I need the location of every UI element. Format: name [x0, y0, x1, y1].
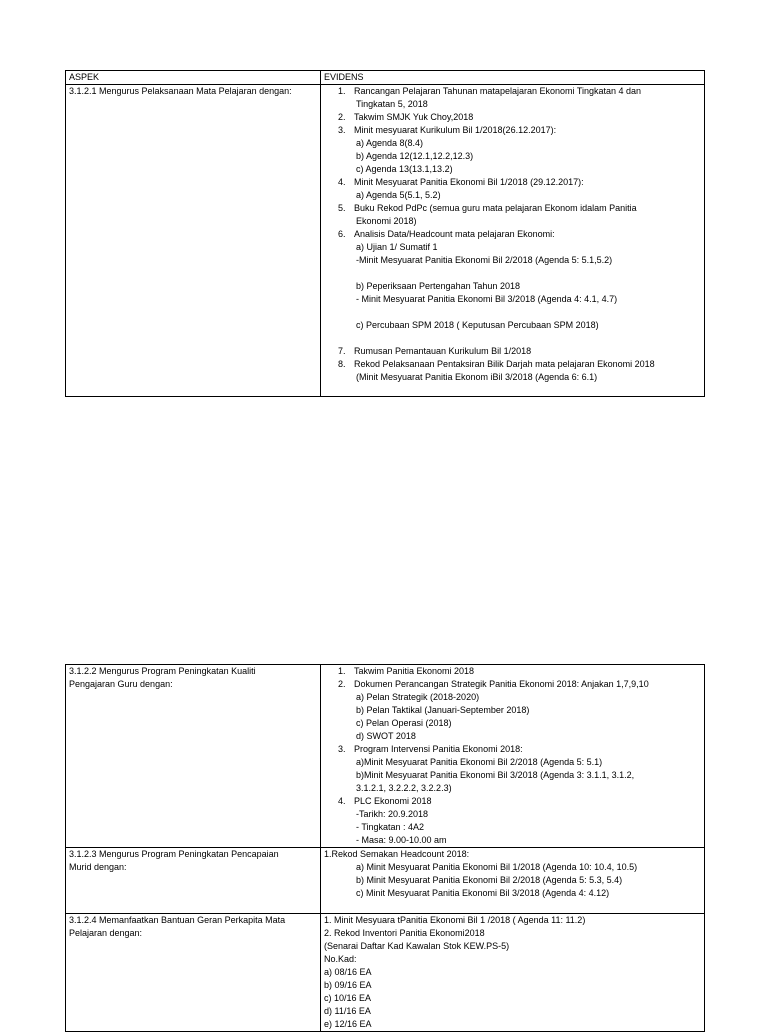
- evidens-sub: b) Minit Mesyuarat Panitia Ekonomi Bil 2/2018 (Agenda 5: 5.3, 5.4): [356, 875, 623, 885]
- item-sub: b) Agenda 12(12.1,12.2,12.3): [356, 151, 474, 161]
- item-sub: c) Pelan Operasi (2018): [356, 718, 452, 728]
- item-text: Takwim SMJK Yuk Choy,2018: [354, 112, 474, 122]
- item-text-cont: (Minit Mesyuarat Panitia Ekonom iBil 3/2018 (Agenda 6: 6.1): [356, 372, 598, 382]
- item-text: Buku Rekod PdPc (semua guru mata pelajaran Ekonom idalam Panitia: [354, 203, 637, 213]
- item-text: PLC Ekonomi 2018: [354, 796, 432, 806]
- item-text: Minit mesyuarat Kurikulum Bil 1/2018(26.12.2017):: [354, 125, 557, 135]
- item-sub: -Tarikh: 20.9.2018: [356, 809, 429, 819]
- item-sub: 3.1.2.1, 3.2.2.2, 3.2.2.3): [356, 783, 452, 793]
- aspek-line: Murid dengan:: [69, 862, 127, 872]
- item-text: Minit Mesyuarat Panitia Ekonomi Bil 1/2018 (29.12.2017):: [354, 177, 584, 187]
- aspek-line: 3.1.2.2 Mengurus Program Peningkatan Kualiti: [69, 666, 256, 676]
- evidens-item: [324, 124, 701, 137]
- evidens-item: [324, 202, 701, 215]
- item-number: 3.: [338, 125, 346, 135]
- evidens-item: [324, 743, 701, 756]
- aspek-line: 3.1.2.4 Memanfaatkan Bantuan Geran Perkapita Mata: [69, 915, 286, 925]
- evidens-item: [324, 228, 701, 241]
- evidens-line: (Senarai Daftar Kad Kawalan Stok KEW.PS-5): [324, 941, 510, 951]
- item-number: 4.: [338, 796, 346, 806]
- evidens-list: [324, 85, 701, 384]
- aspek-line: Pengajaran Guru dengan:: [69, 679, 173, 689]
- aspek-cell: [66, 665, 321, 848]
- table-row: [66, 665, 705, 848]
- item-sub: a) Ujian 1/ Sumatif 1: [356, 242, 438, 252]
- evidens-line: d) 11/16 EA: [324, 1006, 371, 1016]
- evidens-line: b) 09/16 EA: [324, 980, 372, 990]
- item-text: Analisis Data/Headcount mata pelajaran Ekonomi:: [354, 229, 555, 239]
- item-sub: b) Pelan Taktikal (Januari-September 2018): [356, 705, 530, 715]
- table-row: [66, 85, 705, 397]
- evidens-line: e) 12/16 EA: [324, 1019, 372, 1029]
- item-sub: a) Agenda 8(8.4): [356, 138, 424, 148]
- item-number: 2.: [338, 679, 346, 689]
- evidens-item: [324, 678, 701, 691]
- table-row: [66, 848, 705, 914]
- item-sub: c) Percubaan SPM 2018 ( Keputusan Percubaan SPM 2018): [356, 320, 599, 330]
- evidence-table-2: [65, 664, 705, 1032]
- header-aspek: ASPEK: [66, 71, 321, 85]
- item-sub: b)Minit Mesyuarat Panitia Ekonomi Bil 3/2018 (Agenda 3: 3.1.1, 3.1.2,: [356, 770, 635, 780]
- item-text: Dokumen Perancangan Strategik Panitia Ekonomi 2018: Anjakan 1,7,9,10: [354, 679, 649, 689]
- evidence-table-1: [65, 70, 705, 397]
- item-number: 2.: [338, 112, 346, 122]
- item-text: Rekod Pelaksanaan Pentaksiran Bilik Darjah mata pelajaran Ekonomi 2018: [354, 359, 655, 369]
- item-number: 1.: [338, 86, 346, 96]
- evidens-line: No.Kad:: [324, 954, 357, 964]
- item-text: Program Intervensi Panitia Ekonomi 2018:: [354, 744, 523, 754]
- item-sub: [324, 306, 701, 319]
- header-evidens: EVIDENS: [321, 71, 705, 85]
- evidens-sub: c) Minit Mesyuarat Panitia Ekonomi Bil 3/2018 (Agenda 4: 4.12): [356, 888, 610, 898]
- evidens-item: [324, 345, 701, 358]
- evidens-cell: [321, 914, 705, 1032]
- evidens-head: 1.Rekod Semakan Headcount 2018:: [324, 849, 470, 859]
- item-sub: - Tingkatan : 4A2: [356, 822, 425, 832]
- evidens-line: c) 10/16 EA: [324, 993, 372, 1003]
- item-sub: -Minit Mesyuarat Panitia Ekonomi Bil 2/2018 (Agenda 5: 5.1,5.2): [356, 255, 613, 265]
- evidens-item: [324, 85, 701, 98]
- evidens-item: [324, 795, 701, 808]
- table-header-row: [66, 71, 705, 85]
- evidens-item: [324, 665, 701, 678]
- item-sub: [324, 332, 701, 345]
- evidens-cell: [321, 665, 705, 848]
- evidens-cell: [321, 848, 705, 914]
- item-sub: b) Peperiksaan Pertengahan Tahun 2018: [356, 281, 520, 291]
- evidens-line: a) 08/16 EA: [324, 967, 372, 977]
- aspek-line: Pelajaran dengan:: [69, 928, 143, 938]
- evidens-list: [324, 665, 701, 847]
- item-sub: a) Pelan Strategik (2018-2020): [356, 692, 480, 702]
- item-sub: a)Minit Mesyuarat Panitia Ekonomi Bil 2/2018 (Agenda 5: 5.1): [356, 757, 603, 767]
- item-sub: d) SWOT 2018: [356, 731, 416, 741]
- table-row: [66, 914, 705, 1032]
- evidens-item: [324, 111, 701, 124]
- item-sub: - Masa: 9.00-10.00 am: [356, 835, 447, 845]
- item-sub: - Minit Mesyuarat Panitia Ekonomi Bil 3/2018 (Agenda 4: 4.1, 4.7): [356, 294, 618, 304]
- evidens-cell: [321, 85, 705, 397]
- item-number: 7.: [338, 346, 346, 356]
- aspek-cell: [66, 848, 321, 914]
- aspek-cell: 3.1.2.1 Mengurus Pelaksanaan Mata Pelajaran dengan:: [66, 85, 321, 397]
- aspek-line: 3.1.2.3 Mengurus Program Peningkatan Pencapaian: [69, 849, 279, 859]
- aspek-cell: [66, 914, 321, 1032]
- item-text-cont: Ekonomi 2018): [356, 216, 417, 226]
- item-number: 3.: [338, 744, 346, 754]
- item-text-cont: Tingkatan 5, 2018: [356, 99, 428, 109]
- item-text: Rancangan Pelajaran Tahunan matapelajaran Ekonomi Tingkatan 4 dan: [354, 86, 642, 96]
- item-number: 5.: [338, 203, 346, 213]
- evidens-line: 1. Minit Mesyuara tPanitia Ekonomi Bil 1 /2018 ( Agenda 11: 11.2): [324, 915, 586, 925]
- item-sub: [324, 267, 701, 280]
- item-sub: a) Agenda 5(5.1, 5.2): [356, 190, 441, 200]
- item-number: 6.: [338, 229, 346, 239]
- item-number: 4.: [338, 177, 346, 187]
- evidens-item: [324, 176, 701, 189]
- item-number: 1.: [338, 666, 346, 676]
- item-text: Takwim Panitia Ekonomi 2018: [354, 666, 475, 676]
- evidens-sub: a) Minit Mesyuarat Panitia Ekonomi Bil 1/2018 (Agenda 10: 10.4, 10.5): [356, 862, 638, 872]
- item-sub: c) Agenda 13(13.1,13.2): [356, 164, 453, 174]
- item-number: 8.: [338, 359, 346, 369]
- item-text: Rumusan Pemantauan Kurikulum Bil 1/2018: [354, 346, 532, 356]
- evidens-line: 2. Rekod Inventori Panitia Ekonomi2018: [324, 928, 485, 938]
- evidens-item: [324, 358, 701, 371]
